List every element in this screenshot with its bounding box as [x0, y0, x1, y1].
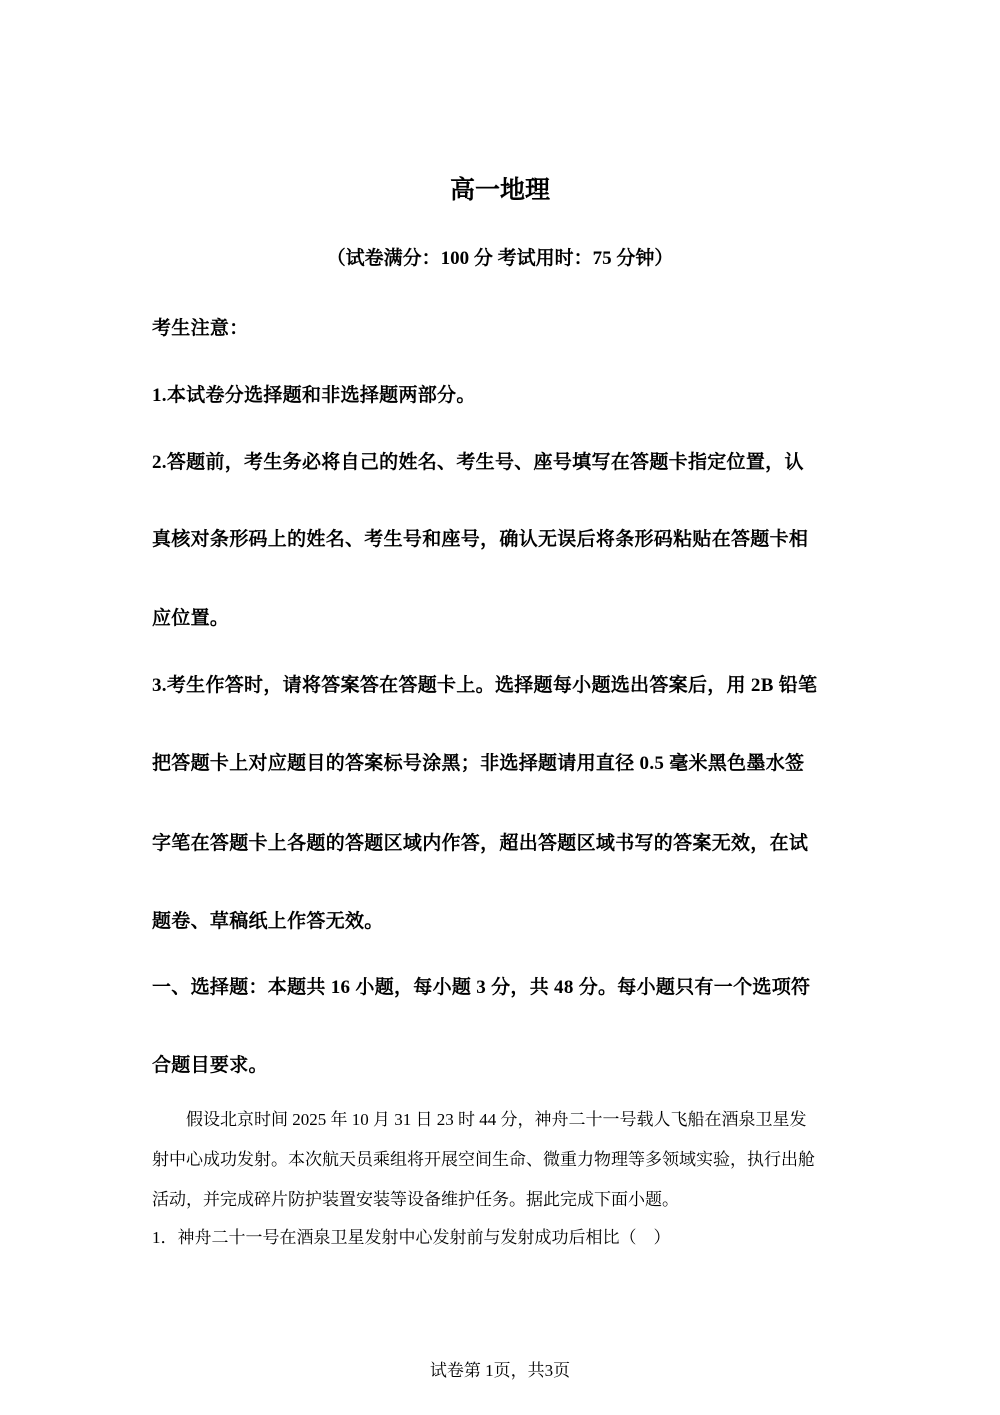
- passage-line: 射中心成功发射。本次航天员乘组将开展空间生命、微重力物理等多领域实验，执行出舱: [152, 1150, 815, 1169]
- page-footer: 试卷第 1页，共3页: [429, 1361, 571, 1380]
- passage-line: 假设北京时间 2025 年 10 月 31 日 23 时 44 分，神舟二十一号载人飞船在酒泉卫星发: [152, 1110, 807, 1129]
- page-title: 高一地理: [449, 177, 550, 204]
- notice-line: 字笔在答题卡上各题的答题区域内作答，超出答题区域书写的答案无效，在试: [152, 833, 809, 854]
- notice-line: 题卷、草稿纸上作答无效。: [152, 911, 384, 932]
- exam-info: （试卷满分：100 分 考试用时：75 分钟）: [326, 248, 674, 269]
- notice-line: 把答题卡上对应题目的答案标号涂黑；非选择题请用直径 0.5 毫米黑色墨水签: [152, 753, 805, 774]
- notice-line: 2.答题前，考生务必将自己的姓名、考生号、座号填写在答题卡指定位置，认: [152, 452, 804, 473]
- section-heading: 一、选择题：本题共 16 小题，每小题 3 分，共 48 分。每小题只有一个选项符: [152, 977, 811, 998]
- question-1: 1．神舟二十一号在酒泉卫星发射中心发射前与发射成功后相比（ ）: [152, 1228, 671, 1247]
- passage-line: 活动，并完成碎片防护装置安装等设备维护任务。据此完成下面小题。: [152, 1190, 679, 1209]
- notice-line: 真核对条形码上的姓名、考生号和座号，确认无误后将条形码粘贴在答题卡相: [152, 529, 809, 550]
- notice-line: 1.本试卷分选择题和非选择题两部分。: [152, 385, 476, 406]
- notice-line: 应位置。: [152, 608, 230, 629]
- section-heading: 合题目要求。: [152, 1055, 268, 1076]
- notice-heading: 考生注意：: [152, 318, 249, 339]
- notice-line: 3.考生作答时，请将答案答在答题卡上。选择题每小题选出答案后，用 2B 铅笔: [152, 675, 818, 696]
